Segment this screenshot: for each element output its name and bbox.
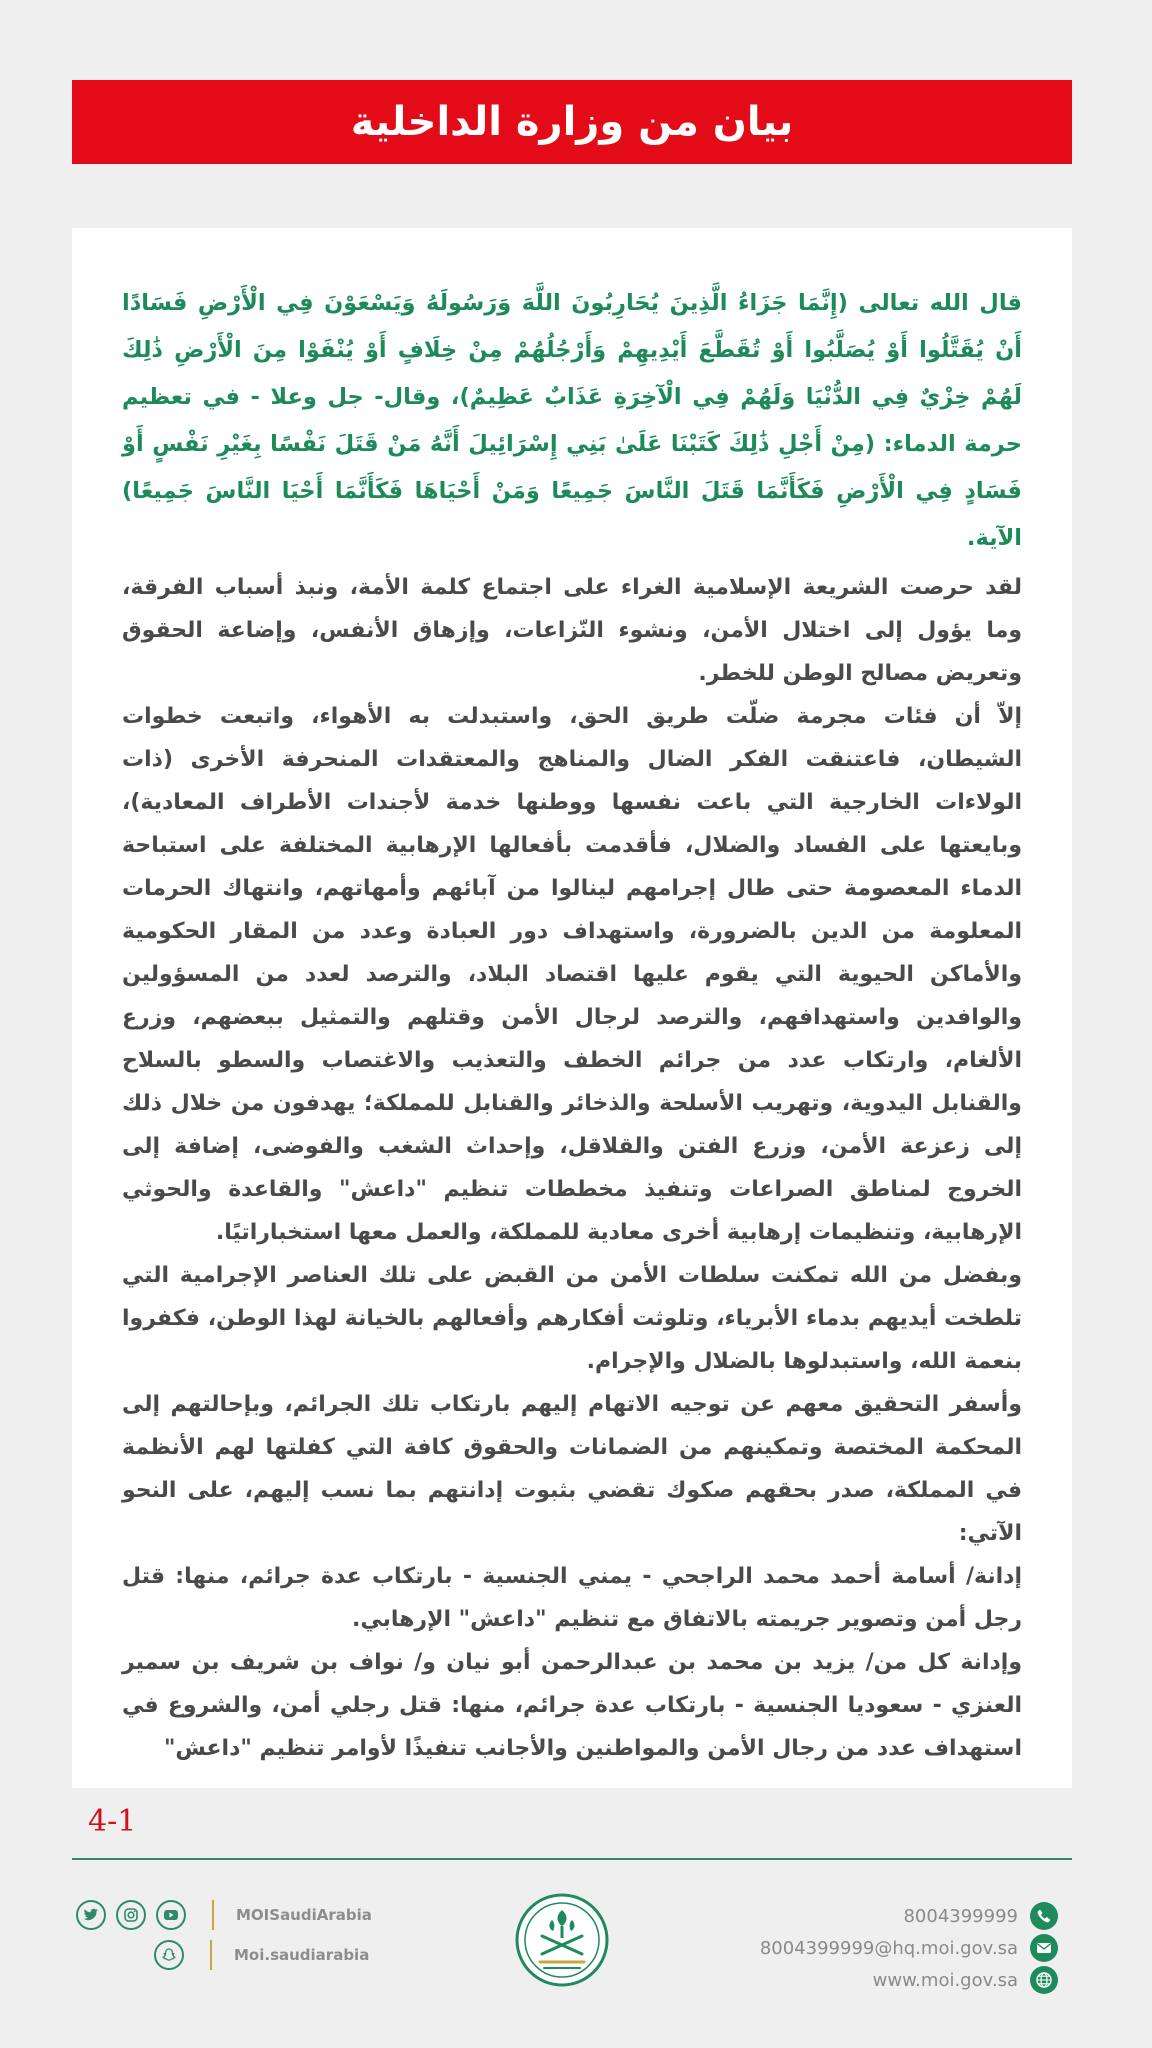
phone-number[interactable]: 8004399999 [903,1905,1018,1927]
youtube-icon[interactable] [156,1900,186,1930]
snapchat-handle[interactable]: Moi.saudiarabia [234,1946,370,1964]
globe-icon [1030,1966,1058,1994]
snapchat-link [154,1940,369,1970]
email-icon [1030,1934,1058,1962]
email-address[interactable]: 8004399999@hq.moi.gov.sa [759,1937,1018,1959]
paragraph-3: وبفضل من الله تمكنت سلطات الأمن من القبض على تلك العناصر الإجرامية التي تلطخت أيديهم بدماء الأبرياء، وتلوثت أفكارهم وأفعالهم بالخيانة لهذا الوطن، فكفروا بنعمة الله، واستبدلوها بالضلال والإجرام. [122,1263,1022,1374]
snapchat-icon[interactable] [154,1940,184,1970]
statement-title: بيان من وزارة الداخلية [350,99,794,145]
social-handle[interactable]: MOISaudiArabia [236,1906,372,1924]
contact-phone [903,1902,1058,1930]
paragraph-5: إدانة/ أسامة أحمد محمد الراجحي - يمني الجنسية - بارتكاب عدة جرائم، منها: قتل رجل أمن وتصوير جريمته بالاتفاق مع تنظيم "داعش" الإرهابي. [122,1564,1022,1632]
footer-separator-2 [210,1940,212,1970]
instagram-icon[interactable] [116,1900,146,1930]
paragraph-1: لقد حرصت الشريعة الإسلامية الغراء على اجتماع كلمة الأمة، ونبذ أسباب الفرقة، وما يؤول إلى اختلال الأمن، ونشوء النّزاعات، وإزهاق الأنفس، وإضاعة الحقوق وتعريض مصالح الوطن للخطر. [122,575,1022,686]
paragraph-2: إلاّ أن فئات مجرمة ضلّت طريق الحق، واستبدلت به الأهواء، واتبعت خطوات الشيطان، فاعتنقت الفكر الضال والمناهج والمعتقدات المنحرفة الأخرى (ذات الولاءات الخارجية التي باعت نفسها ووطنها خدمة لأجندات الأطراف المعادية)، وبايعتها على الفساد والضلال، فأقدمت بأفعالها الإرهابية المختلفة على استباحة الدماء المعصومة حتى طال إجرامهم لينالوا من آبائهم وأمهاتهم، وانتهاك الحرمات المعلومة من الدين بالضرورة، واستهداف دور العبادة وعدد من المقار الحكومية والأماكن الحيوية التي يقوم عليها اقتصاد البلاد، والترصد لعدد من المسؤولين والوافدين واستهدافهم، والترصد لرجال الأمن وقتلهم والتمثيل ببعضهم، وزرع الألغام، وارتكاب عدد من جرائم الخطف والتعذيب والاغتصاب والسطو بالسلاح والقنابل اليدوية، وتهريب الأسلحة والذخائر والقنابل للمملكة؛ يهدفون من خلال ذلك إلى زعزعة الأمن، وزرع الفتن والقلاقل، وإحداث الشغب والفوضى، إضافة إلى الخروج لمناطق الصراعات وتنفيذ مخططات تنظيم "داعش" والقاعدة والحوثي الإرهابية، وتنظيمات إرهابية أخرى معادية للمملكة، والعمل معها استخباراتيًا. [122,704,1022,1245]
phone-icon [1030,1902,1058,1930]
social-links [76,1900,372,1930]
footer-separator [212,1900,214,1930]
statement-title-banner [72,80,1072,164]
page-number: 4-1 [88,1804,137,1839]
contact-email [760,1934,1058,1962]
contact-website [873,1966,1058,1994]
paragraph-4: وأسفر التحقيق معهم عن توجيه الاتهام إليهم بارتكاب تلك الجرائم، وبإحالتهم إلى المحكمة المختصة وتمكينهم من الضمانات والحقوق كافة التي كفلتها لهم الأنظمة في المملكة، صدر بحقهم صكوك تقضي بثبوت إدانتهم بما نسب إليهم، على النحو الآتي: [122,1392,1022,1546]
footer [0,1860,1152,2048]
ministry-emblem-icon [514,1892,610,1988]
website-url[interactable]: www.moi.gov.sa [872,1969,1018,1991]
paragraph-6: وإدانة كل من/ يزيد بن محمد بن عبدالرحمن أبو نيان و/ نواف بن شريف بن سمير العنزي - سعوديا الجنسية - بارتكاب عدة جرائم، منها: قتل رجلي أمن، والشروع في استهداف عدد من رجال الأمن والمواطنين والأجانب تنفيذًا لأوامر تنظيم "داعش" [122,1650,1022,1761]
statement-card [72,228,1072,1788]
twitter-icon[interactable] [76,1900,106,1930]
quran-verse: قال الله تعالى (إِنَّمَا جَزَاءُ الَّذِينَ يُحَارِبُونَ اللَّهَ وَرَسُولَهُ وَيَسْعَوْنَ فِي الْأَرْضِ فَسَادًا أَنْ يُقَتَّلُوا أَوْ يُصَلَّبُوا أَوْ تُقَطَّعَ أَيْدِيهِمْ وَأَرْجُلُهُمْ مِنْ خِلَافٍ أَوْ يُنْفَوْا مِنَ الْأَرْضِ ذَٰلِكَ لَهُمْ خِزْيٌ فِي الدُّنْيَا وَلَهُمْ فِي الْآخِرَةِ عَذَابٌ عَظِيمٌ)، وقال- جل وعلا - في تعظيم حرمة الدماء: (مِنْ أَجْلِ ذَٰلِكَ كَتَبْنَا عَلَىٰ بَنِي إِسْرَائِيلَ أَنَّهُ مَنْ قَتَلَ نَفْسًا بِغَيْرِ نَفْسٍ أَوْ فَسَادٍ فِي الْأَرْضِ فَكَأَنَّمَا قَتَلَ النَّاسَ جَمِيعًا وَمَنْ أَحْيَاهَا فَكَأَنَّمَا أَحْيَا النَّاسَ جَمِيعًا) الآية. [122,290,1022,551]
statement-content [122,280,1022,1770]
